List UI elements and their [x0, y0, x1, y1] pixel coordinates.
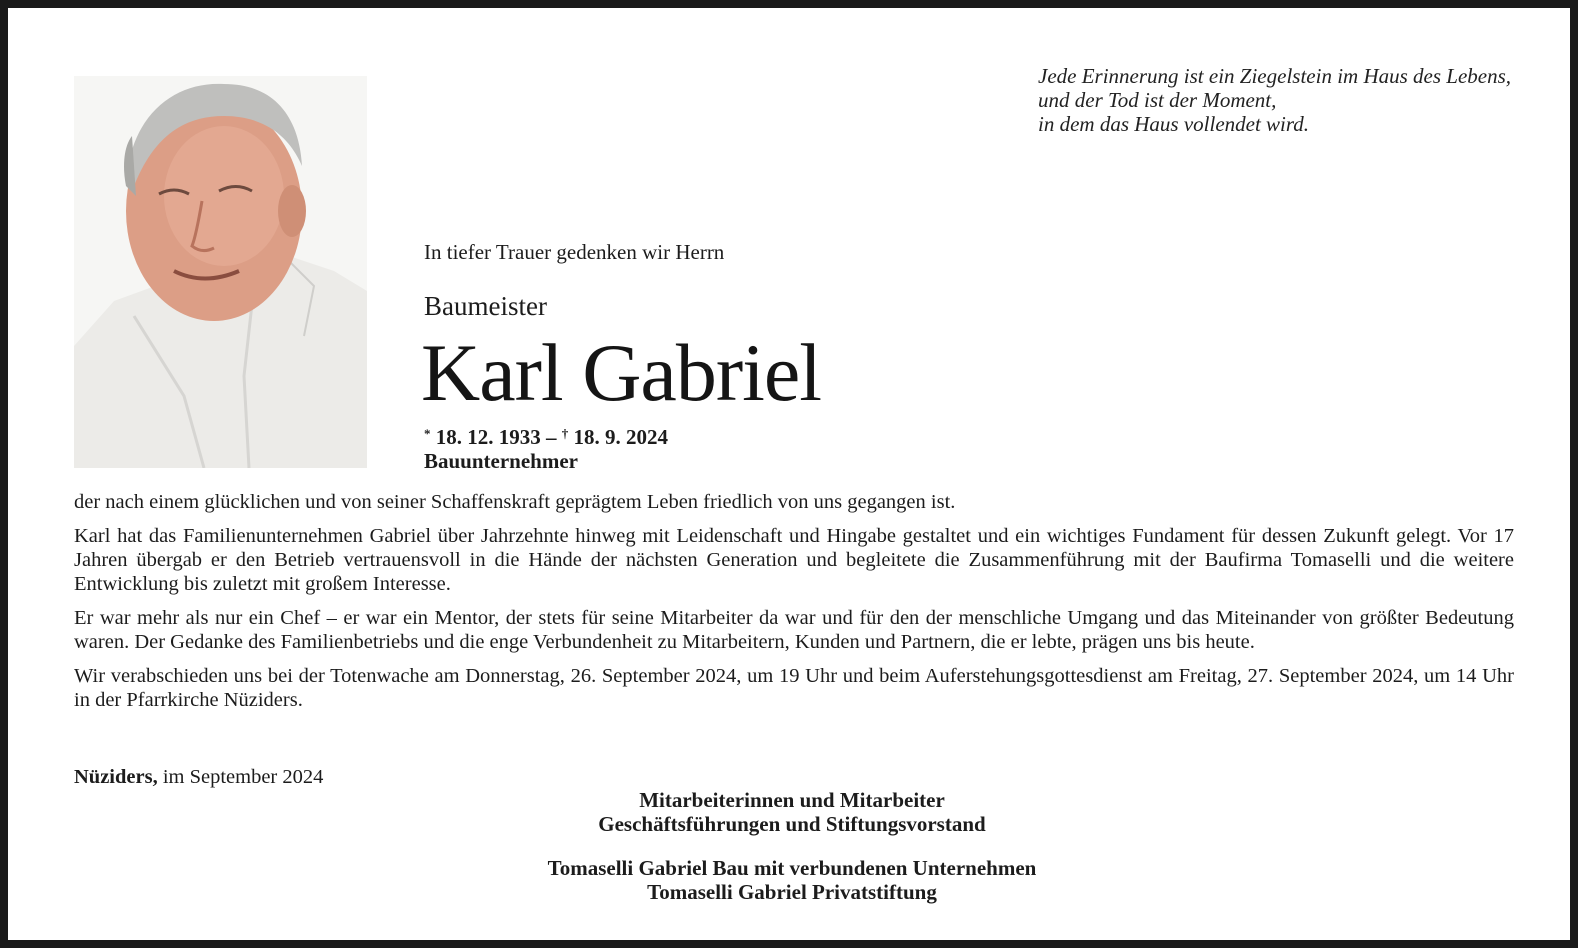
birth-symbol: * — [424, 426, 431, 441]
signoff-line: Tomaselli Gabriel Privatstiftung — [647, 880, 937, 904]
profession: Bauunternehmer — [424, 449, 578, 473]
deceased-title: Baumeister — [424, 291, 547, 321]
obituary-body — [74, 490, 1514, 722]
intro-text: In tiefer Trauer gedenken wir Herrn — [424, 240, 725, 264]
body-paragraph: Er war mehr als nur ein Chef – er war ein Mentor, der stets für seine Mitarbeiter da war und für den der menschliche Umgang und das Miteinander von größter Bedeutung waren. Der Gedanke des Familienbetriebs und die enge Verbundenheit zu Mitarbeitern, Kunden und Partnern, die er lebte, prägen uns bis heute. — [74, 607, 1514, 653]
deceased-name: Karl Gabriel — [421, 327, 822, 418]
life-dates — [424, 422, 668, 473]
body-paragraph: Wir verabschieden uns bei der Totenwache am Donnerstag, 26. September 2024, um 19 Uhr und beim Auferstehungsgottesdienst am Freitag, 27. September 2024, um 14 Uhr in der Pfarrkirche Nüziders. — [74, 665, 1514, 711]
body-paragraph: der nach einem glücklichen und von seiner Schaffenskraft geprägtem Leben friedlich von uns gegangen ist. — [74, 491, 956, 513]
signoff-line: Geschäftsführungen und Stiftungsvorstand — [598, 812, 986, 836]
death-date: 18. 9. 2024 — [573, 425, 668, 449]
quote-line: in dem das Haus vollendet wird. — [1038, 112, 1310, 136]
date-separator: – — [546, 425, 557, 449]
quote-line: Jede Erinnerung ist ein Ziegelstein im Haus des Lebens, — [1038, 64, 1512, 88]
body-paragraph: Karl hat das Familienunternehmen Gabriel über Jahrzehnte hinweg mit Leidenschaft und Hingabe gestaltet und ein wichtiges Fundament für dessen Zukunft gelegt. Vor 17 Jahren übergab er den Betrieb vertrauensvoll in die Hände der nächsten Generation und begleitete die Zusammenführung mit der Baufirma Tomaselli und die weitere Entwicklung bis zuletzt mit großem Interesse. — [74, 525, 1514, 595]
signoff-line: Tomaselli Gabriel Bau mit verbundenen Unternehmen — [547, 856, 1037, 880]
signoff-group — [424, 856, 1160, 904]
quote-line: und der Tod ist der Moment, — [1038, 88, 1277, 112]
portrait-photo — [74, 76, 367, 468]
birth-date: 18. 12. 1933 — [435, 425, 541, 449]
memorial-quote — [1038, 64, 1558, 136]
signoff — [424, 788, 1160, 924]
place-month: im September 2024 — [162, 766, 324, 788]
place-town: Nüziders, — [74, 766, 158, 788]
portrait-icon — [74, 76, 367, 468]
place-date — [74, 766, 323, 789]
death-symbol: † — [561, 426, 569, 441]
signoff-group — [424, 788, 1160, 836]
signoff-line: Mitarbeiterinnen und Mitarbeiter — [639, 788, 945, 812]
